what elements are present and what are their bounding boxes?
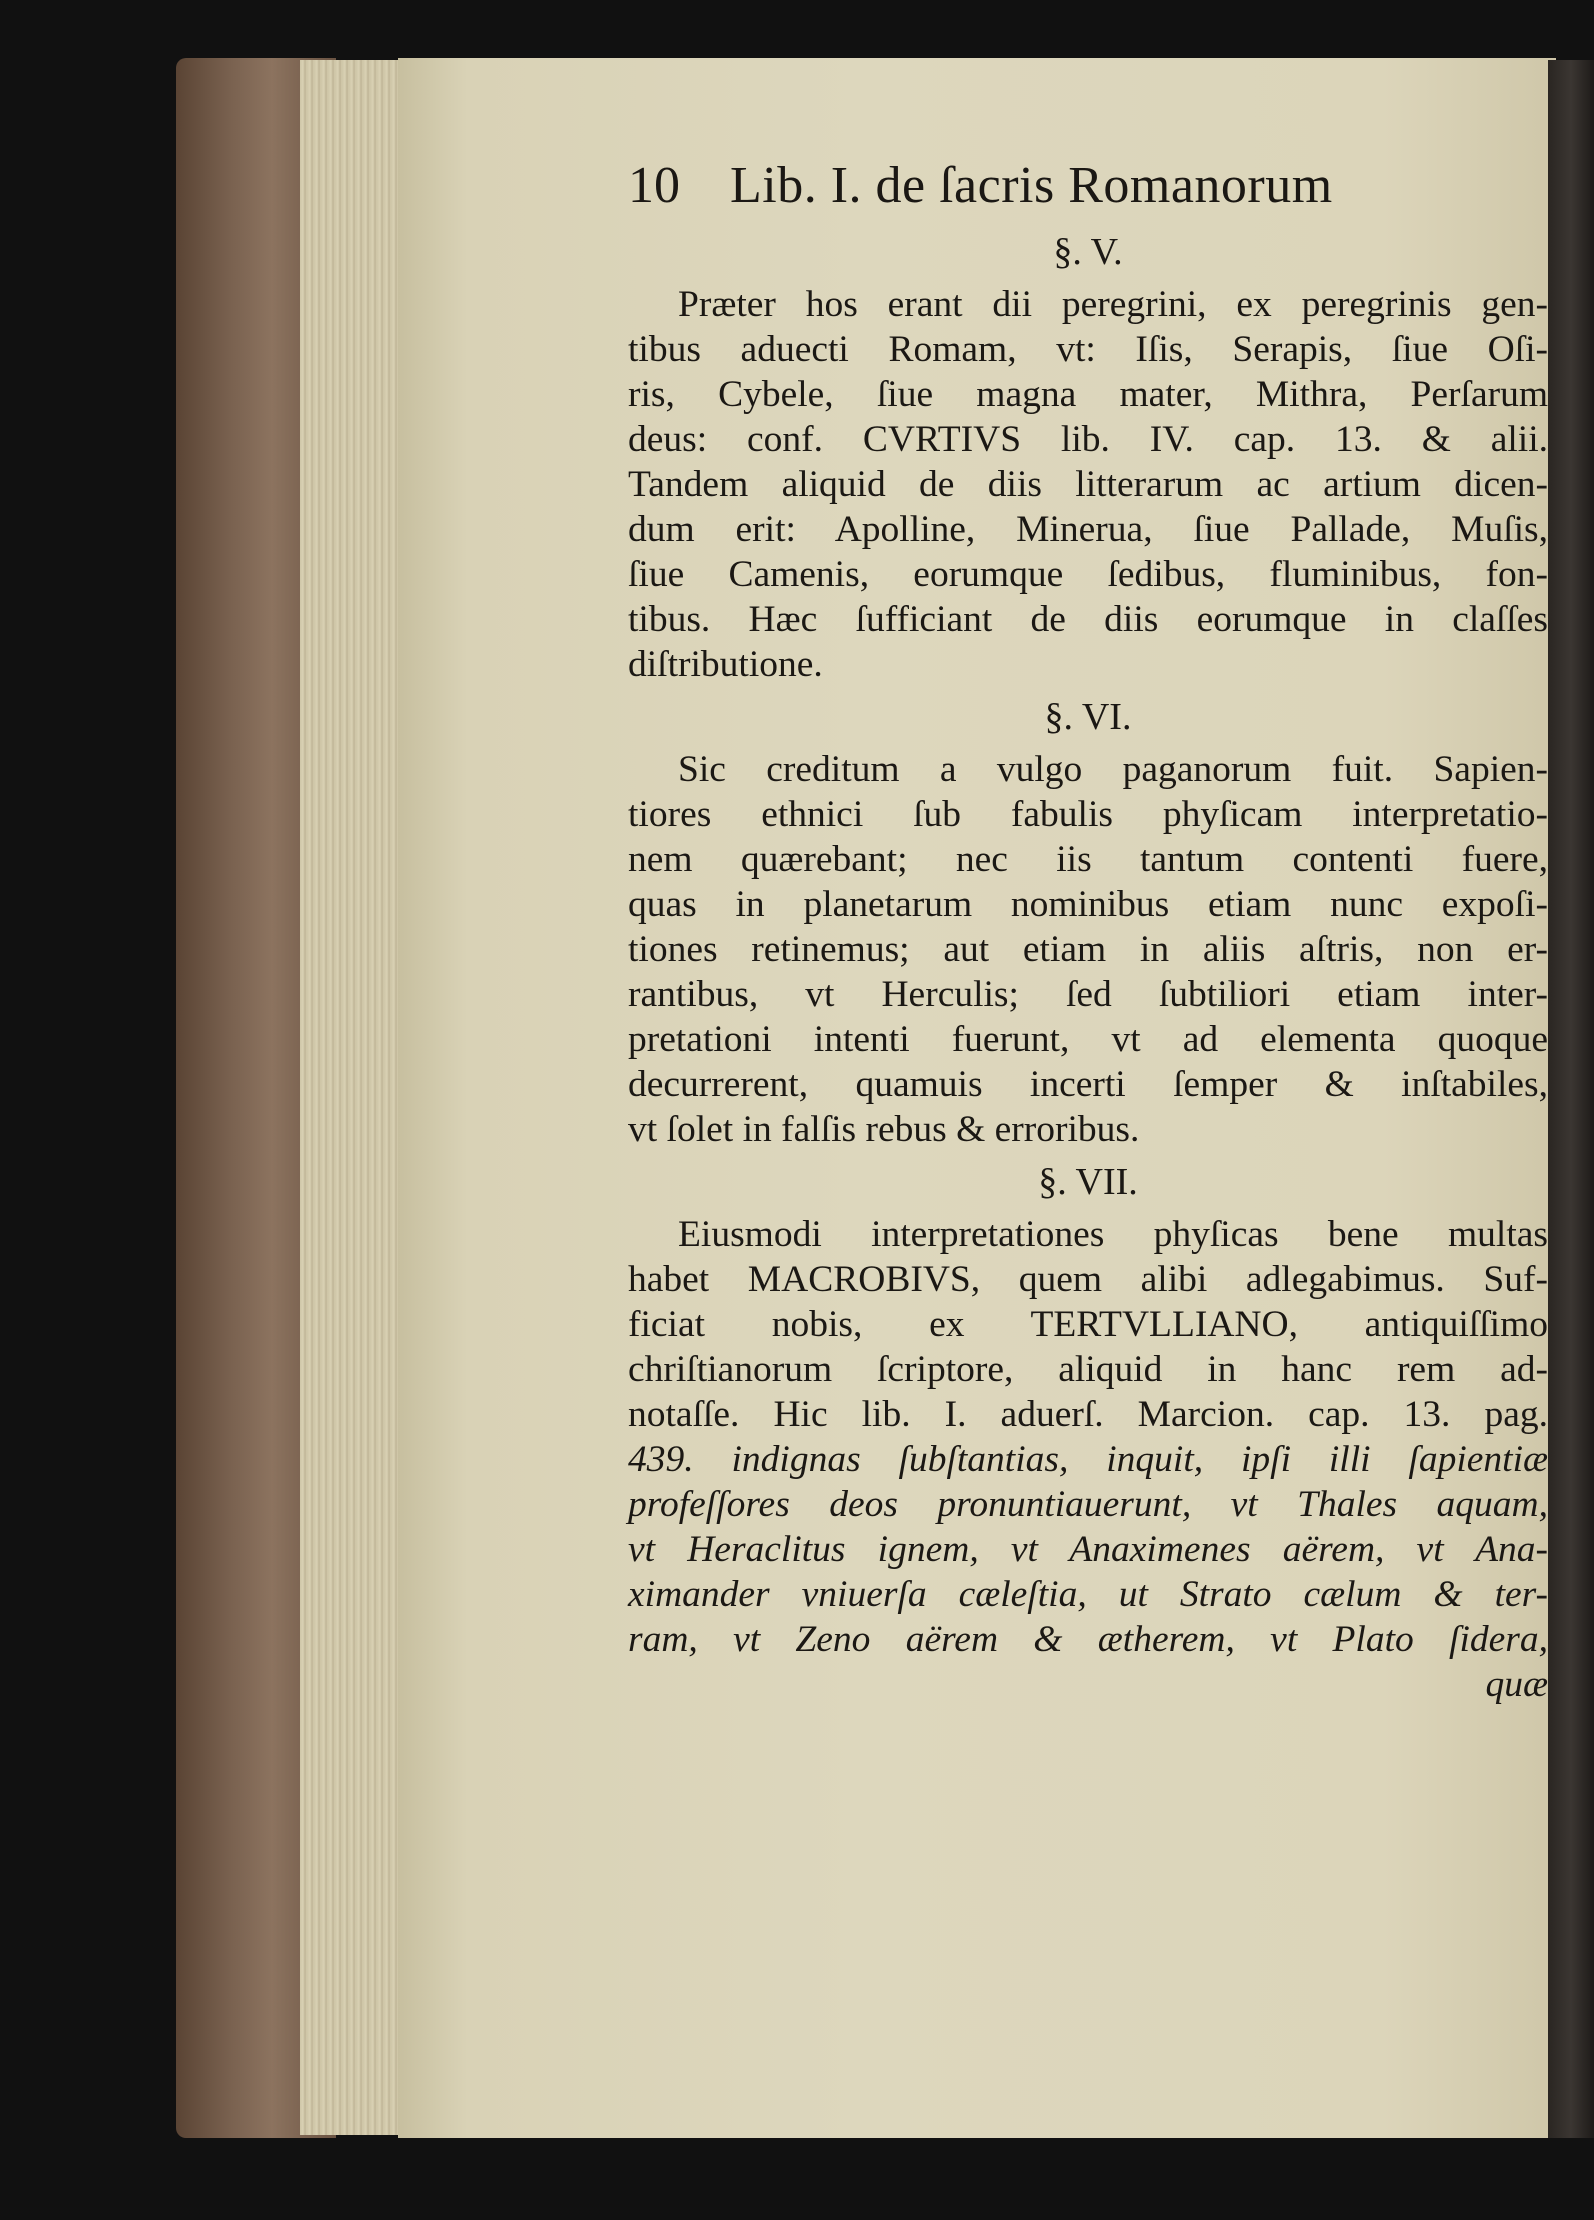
facing-page-edge [1548, 60, 1594, 2138]
section-vi [628, 687, 1548, 1152]
section-vii [628, 1152, 1548, 1662]
text-line: Eiusmodi interpretationes phyſicas bene multas [678, 1214, 1548, 1255]
text-line: pretationi intenti fuerunt, vt ad elementa quoque [628, 1019, 1548, 1060]
text-line: Sic creditum a vulgo paganorum fuit. Sapien- [678, 749, 1548, 790]
text-line: ximander vniuerſa cæleſtia, ut Strato cælum & ter- [628, 1574, 1548, 1615]
running-header [628, 150, 1548, 222]
text-line: rantibus, vt Herculis; ſed ſubtiliori etiam inter- [628, 974, 1548, 1015]
section-v [628, 222, 1548, 687]
text-line: Tandem aliquid de diis litterarum ac artium dicen- [628, 464, 1548, 505]
text-line: notaſſe. Hic lib. I. aduerſ. Marcion. cap. 13. pag. [628, 1394, 1548, 1435]
text-line: vt Heraclitus ignem, vt Anaximenes aërem, vt Ana- [628, 1529, 1548, 1570]
page-text [628, 150, 1548, 1707]
text-line: ſiue Camenis, eorumque ſedibus, fluminibus, fon- [628, 554, 1548, 595]
catchword: quæ [1485, 1664, 1548, 1705]
text-line: ris, Cybele, ſiue magna mater, Mithra, Perſarum [628, 374, 1548, 415]
running-title: Lib. I. de ſacris Romanorum [730, 157, 1333, 214]
page-number: 10 [628, 157, 680, 214]
text-line: quas in planetarum nominibus etiam nunc expoſi- [628, 884, 1548, 925]
section-heading: §. VII. [1038, 1161, 1138, 1203]
section-heading: §. V. [1053, 231, 1123, 273]
text-line: tiores ethnici ſub fabulis phyſicam interpretatio- [628, 794, 1548, 835]
text-line: vt ſolet in falſis rebus & erroribus. [628, 1109, 1140, 1150]
text-line: tiones retinemus; aut etiam in aliis aſtris, non er- [628, 929, 1548, 970]
section-heading: §. VI. [1044, 696, 1132, 738]
text-line: ram, vt Zeno aërem & ætherem, vt Plato ſidera, [628, 1619, 1548, 1660]
text-line: habet MACROBIVS, quem alibi adlegabimus. Suf- [628, 1259, 1548, 1300]
page-stack [300, 60, 400, 2135]
text-line: chriſtianorum ſcriptore, aliquid in hanc rem ad- [628, 1349, 1548, 1390]
text-line: ficiat nobis, ex TERTVLLIANO, antiquiſſimo [628, 1304, 1548, 1345]
text-line: 439. indignas ſubſtantias, inquit, ipſi illi ſapientiæ [628, 1439, 1548, 1480]
text-line: tibus aduecti Romam, vt: Iſis, Serapis, ſiue Oſi- [628, 329, 1548, 370]
text-line: decurrerent, quamuis incerti ſemper & inſtabiles, [628, 1064, 1548, 1105]
text-line: tibus. Hæc ſufficiant de diis eorumque in claſſes [628, 599, 1548, 640]
text-line: diſtributione. [628, 644, 823, 685]
text-line: Præter hos erant dii peregrini, ex peregrinis gen- [678, 284, 1548, 325]
text-line: deus: conf. CVRTIVS lib. IV. cap. 13. & alii. [628, 419, 1548, 460]
text-line: profeſſores deos pronuntiauerunt, vt Thales aquam, [628, 1484, 1548, 1525]
text-line: dum erit: Apolline, Minerua, ſiue Pallade, Muſis, [628, 509, 1548, 550]
text-line: nem quærebant; nec iis tantum contenti fuere, [628, 839, 1548, 880]
